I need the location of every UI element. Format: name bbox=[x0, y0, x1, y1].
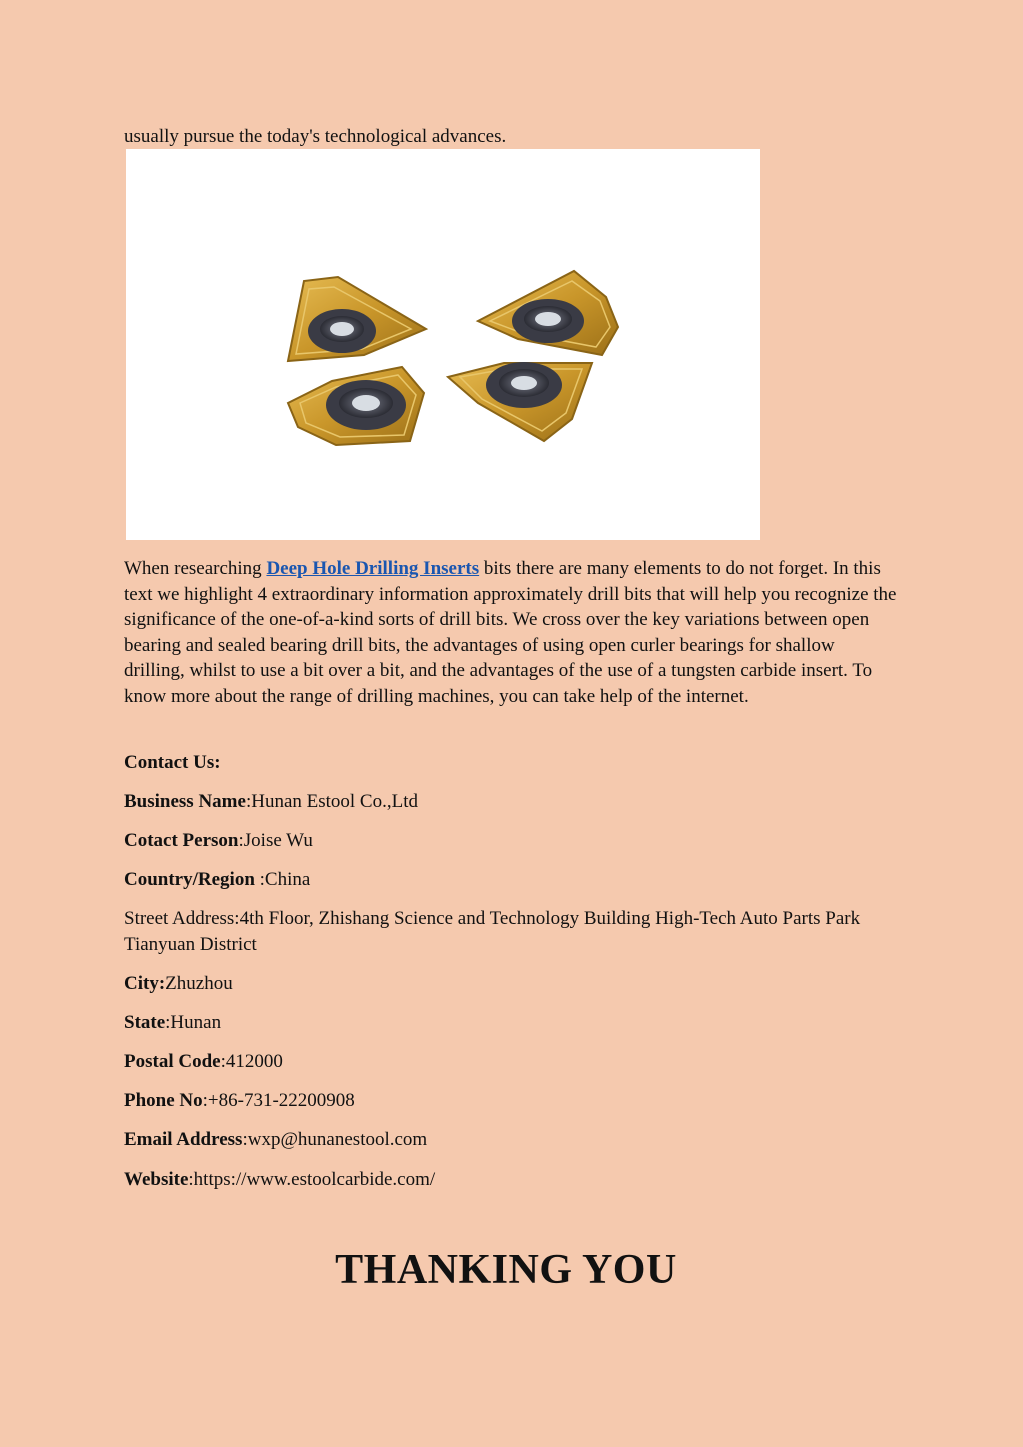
country-row bbox=[124, 867, 899, 893]
business-name-label: Business Name bbox=[124, 791, 246, 813]
country-value: :China bbox=[254, 869, 311, 891]
contact-section bbox=[124, 750, 899, 1206]
website-label: Website bbox=[124, 1168, 189, 1190]
state-value: :Hunan bbox=[165, 1012, 222, 1034]
phone-label: Phone No bbox=[124, 1090, 203, 1112]
article-text-after-link: bits there are many elements to do not forget. In this text we highlight 4 extraordinary information approximately drill bits that will help you recognize the significance of the one-of-a-kind sorts of drill bits. We cross over the key variations between open bearing and sealed bearing drill bits, the advantages of using open curler bearings for shallow drilling, whilst to use a bit over a bit, and the advantages of the use of a tungsten carbide insert. To know more about the range of drilling machines, you can take help of the internet. bbox=[124, 558, 897, 707]
email-row bbox=[124, 1127, 899, 1153]
postal-code-value: :412000 bbox=[220, 1051, 283, 1073]
business-name-row bbox=[124, 789, 899, 815]
website-value: :https://www.estoolcarbide.com/ bbox=[188, 1168, 436, 1190]
contact-heading: Contact Us: bbox=[124, 752, 221, 773]
insert-bottom-right bbox=[448, 362, 592, 441]
country-label: Country/Region bbox=[124, 869, 255, 891]
phone-value: :+86-731-22200908 bbox=[202, 1090, 355, 1112]
city-value: Zhuzhou bbox=[165, 973, 233, 995]
state-row bbox=[124, 1010, 899, 1036]
street-address-row: Street Address:4th Floor, Zhishang Science and Technology Building High-Tech Auto Parts Park Tianyuan District bbox=[124, 908, 861, 955]
postal-code-label: Postal Code bbox=[124, 1051, 221, 1073]
postal-code-row bbox=[124, 1049, 899, 1075]
thanking-you-heading: THANKING YOU bbox=[335, 1247, 677, 1293]
intro-line: usually pursue the today's technological advances. bbox=[124, 126, 507, 147]
insert-top-right bbox=[478, 271, 618, 355]
contact-person-row bbox=[124, 828, 899, 854]
insert-top-left bbox=[288, 277, 426, 361]
state-label: State bbox=[124, 1012, 166, 1034]
website-row bbox=[124, 1167, 899, 1193]
phone-row bbox=[124, 1088, 899, 1114]
email-value: :wxp@hunanestool.com bbox=[242, 1129, 428, 1151]
business-name-value: :Hunan Estool Co.,Ltd bbox=[245, 791, 418, 813]
drill-inserts-photo bbox=[126, 149, 760, 540]
article-paragraph bbox=[124, 556, 899, 710]
deep-hole-drilling-inserts-link[interactable]: Deep Hole Drilling Inserts bbox=[266, 558, 480, 579]
contact-person-value: :Joise Wu bbox=[238, 830, 313, 852]
article-text-before-link: When researching bbox=[124, 558, 267, 579]
email-label: Email Address bbox=[124, 1129, 243, 1151]
drill-inserts-icon bbox=[126, 149, 760, 540]
city-row bbox=[124, 971, 899, 997]
city-label: City: bbox=[124, 973, 166, 995]
insert-bottom-left bbox=[288, 367, 424, 445]
contact-person-label: Cotact Person bbox=[124, 830, 239, 852]
